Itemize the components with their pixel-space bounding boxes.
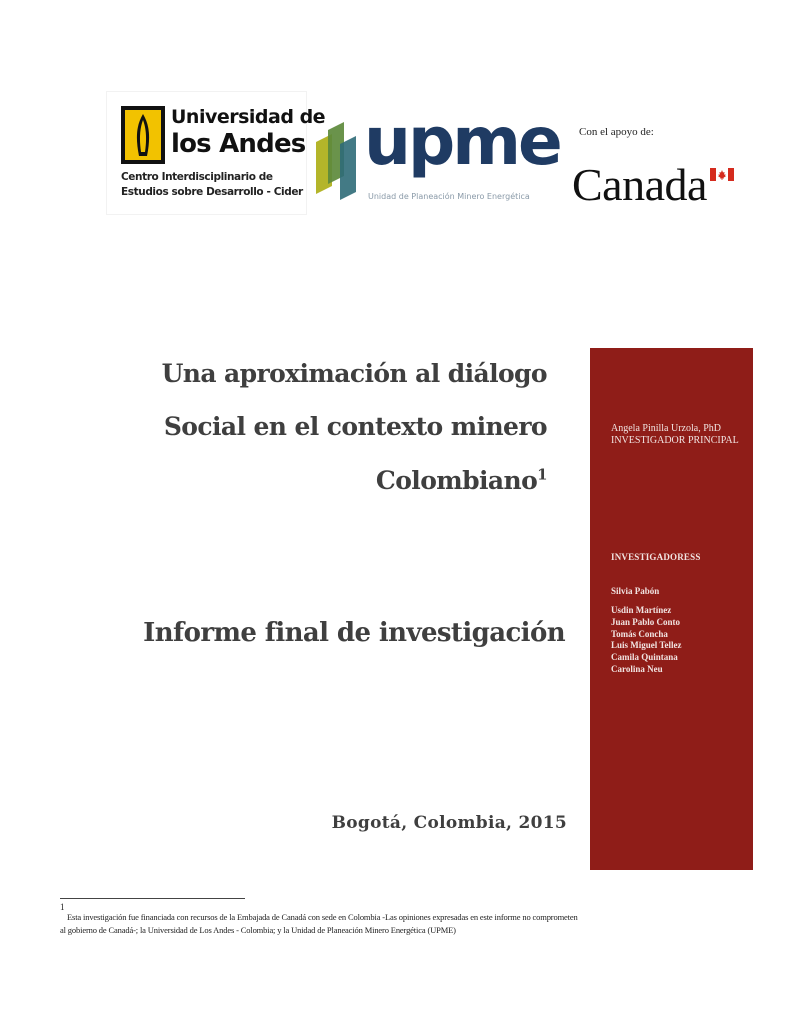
title-line-3 — [376, 466, 547, 496]
researchers-list — [611, 605, 682, 676]
lead-researcher-name: Angela Pinilla Urzola, PhD — [611, 423, 721, 434]
uandes-name-line1: Universidad de — [171, 106, 326, 128]
researcher-name: Tomás Concha — [611, 628, 668, 639]
support-label: Con el apoyo de: — [579, 126, 654, 138]
researcher-name: Usdin Martínez — [611, 605, 672, 615]
upme-wordmark: upme — [364, 103, 560, 180]
researcher-name: Carolina Neu — [611, 663, 663, 674]
footnote-number: 1 — [60, 902, 65, 912]
place-and-date: Bogotá, Colombia, 2015 — [331, 813, 567, 833]
uandes-crest-icon — [121, 106, 165, 164]
report-subtitle: Informe final de investigación — [143, 618, 565, 648]
researcher-name: Camila Quintana — [611, 652, 678, 663]
title-line-1: Una aproximación al diálogo — [161, 359, 547, 388]
title-line-2: Social en el contexto minero — [163, 412, 547, 441]
researchers-heading: INVESTIGADORESS — [611, 552, 701, 562]
lead-researcher-role: INVESTIGADOR PRINCIPAL — [611, 434, 739, 446]
title-line-3-text: Colombiano — [375, 466, 538, 495]
researcher-name: Juan Pablo Conto — [611, 616, 681, 627]
footnote-text: Esta investigación fue financiada con recursos de la Embajada de Canadá con sede en Colombia -Las opiniones expresadas en este informe no comprometen al gobierno de Canadá-; la Universidad de Los Andes - Colombia; y la Unidad de Planeación Minero Energética (UPME) — [60, 912, 578, 935]
title-footnote-ref[interactable]: 1 — [537, 465, 547, 484]
researcher-first: Silvia Pabón — [611, 586, 660, 596]
researcher-name: Luis Miguel Tellez — [611, 640, 682, 651]
researchers-panel — [590, 348, 753, 870]
canada-wordmark-logo — [572, 160, 742, 212]
lead-researcher-block — [611, 423, 751, 446]
universidad-de-los-andes-logo — [107, 92, 326, 214]
upme-logo — [310, 103, 560, 204]
canada-wordmark: Canada — [572, 159, 707, 210]
canada-flag-icon — [710, 168, 734, 181]
upme-tagline: Unidad de Planeación Minero Energética — [368, 192, 530, 201]
upme-mark-icon — [310, 116, 358, 202]
uandes-subtitle-line2: Estudios sobre Desarrollo - Cider — [121, 186, 303, 198]
uandes-subtitle-line1: Centro Interdisciplinario de — [121, 171, 273, 183]
footnote-divider — [60, 898, 245, 899]
uandes-name-line2: los Andes — [171, 129, 306, 159]
